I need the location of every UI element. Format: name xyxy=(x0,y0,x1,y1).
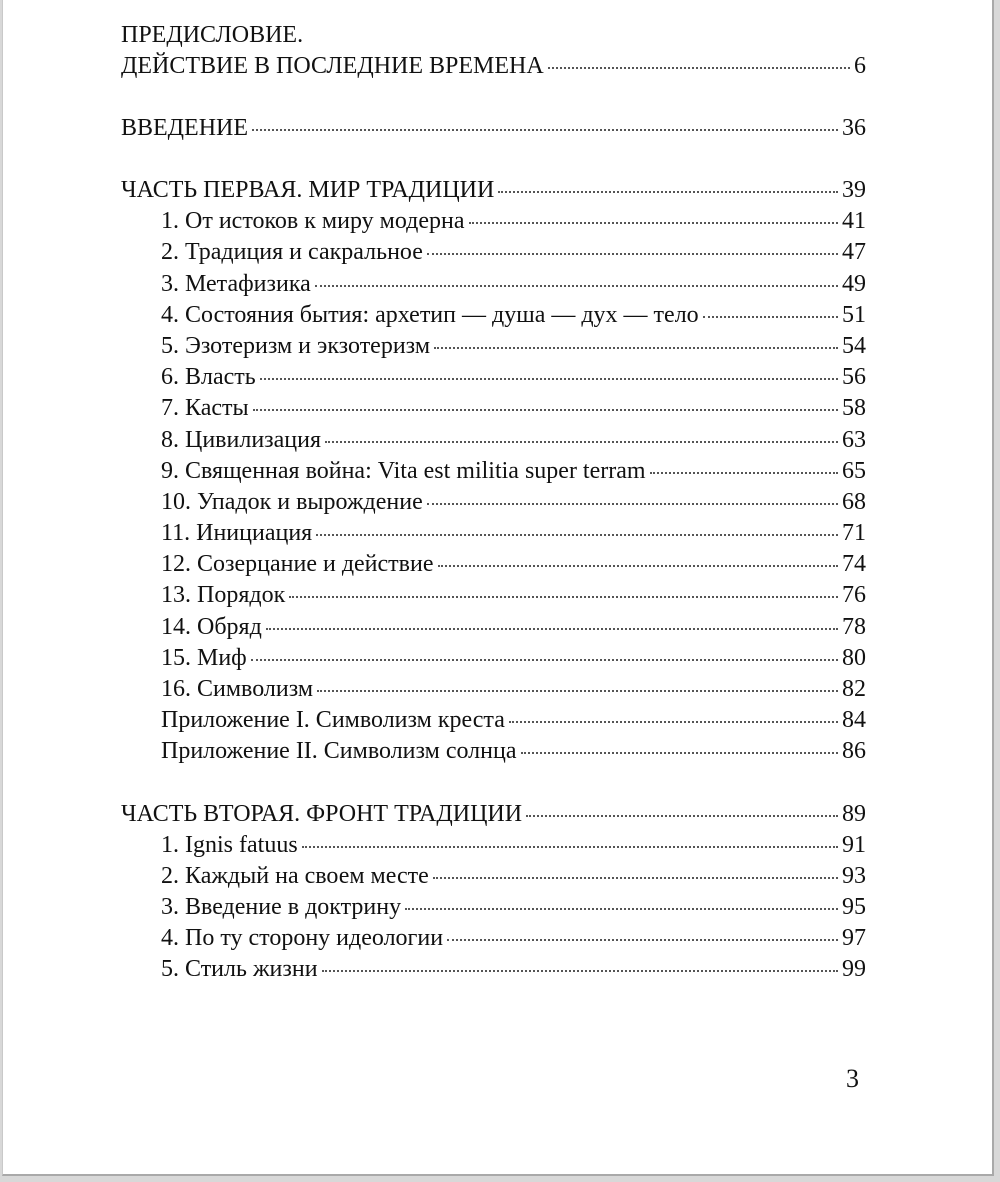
toc-entry-page: 58 xyxy=(842,395,866,422)
dot-leader xyxy=(252,129,838,131)
toc-entry xyxy=(121,393,866,424)
toc-entry xyxy=(121,456,866,487)
toc-entry-title: 14. Обряд xyxy=(161,613,262,640)
toc-entry-preface xyxy=(121,51,866,82)
toc-entry xyxy=(121,237,866,268)
toc-entry xyxy=(121,736,866,767)
dot-leader xyxy=(325,441,838,443)
toc-entry-page: 63 xyxy=(842,426,866,453)
dot-leader xyxy=(469,222,839,224)
toc-entry-page: 68 xyxy=(842,488,866,515)
toc-entry xyxy=(121,331,866,362)
toc-entry-page: 80 xyxy=(842,644,866,671)
toc-entry-title: 4. Состояния бытия: архетип — душа — дух — тело xyxy=(161,301,699,328)
toc-entry-title: 5. Эзотеризм и экзотеризм xyxy=(161,332,431,359)
dot-leader xyxy=(317,690,838,692)
toc-entry-title: 12. Созерцание и действие xyxy=(161,551,434,578)
toc-entry-title: 15. Миф xyxy=(161,644,247,671)
toc-entry-title: 11. Инициация xyxy=(161,520,313,547)
dot-leader xyxy=(405,908,838,910)
toc-entry-page: 82 xyxy=(842,676,866,702)
toc-entry-title: 3. Метафизика xyxy=(161,270,311,297)
toc-entry-page: 91 xyxy=(842,831,866,858)
toc-entry-page: 74 xyxy=(842,551,866,578)
toc-entry-title: 2. Традиция и сакральное xyxy=(161,239,423,266)
table-of-contents xyxy=(121,20,866,986)
toc-entry-title: 5. Стиль жизни xyxy=(161,956,318,983)
toc-part-title: ЧАСТЬ ВТОРАЯ. ФРОНТ ТРАДИЦИИ xyxy=(121,800,523,827)
toc-entry xyxy=(121,425,866,456)
toc-entry-title: 16. Символизм xyxy=(161,676,314,702)
toc-entry-page: 6 xyxy=(854,53,866,79)
dot-leader xyxy=(251,659,838,661)
toc-entry xyxy=(121,300,866,331)
toc-entry-intro xyxy=(121,113,866,144)
toc-entry-page: 56 xyxy=(842,364,866,391)
toc-entry xyxy=(121,580,866,611)
dot-leader xyxy=(498,191,838,193)
toc-part-title: ЧАСТЬ ПЕРВАЯ. МИР ТРАДИЦИИ xyxy=(121,177,495,204)
page-number: 3 xyxy=(846,1064,859,1093)
toc-entry-title: 1. Ignis fatuus xyxy=(161,831,298,858)
toc-entry xyxy=(121,923,866,954)
toc-entry-page: 78 xyxy=(842,613,866,640)
dot-leader xyxy=(703,316,838,318)
dot-leader xyxy=(427,503,838,505)
toc-entry-title: 13. Порядок xyxy=(161,582,286,609)
dot-leader xyxy=(438,565,839,567)
dot-leader xyxy=(316,534,838,536)
toc-entry xyxy=(121,487,866,518)
dot-leader xyxy=(434,347,838,349)
toc-entry xyxy=(121,954,866,985)
toc-entry-page: 71 xyxy=(842,520,866,547)
dot-leader xyxy=(650,472,838,474)
toc-entry-page: 49 xyxy=(842,270,866,297)
toc-entry-page: 99 xyxy=(842,956,866,983)
toc-entry-title: Приложение II. Символизм солнца xyxy=(161,738,517,765)
toc-entry-title: 3. Введение в доктрину xyxy=(161,893,402,920)
toc-entry xyxy=(121,892,866,923)
dot-leader xyxy=(266,628,838,630)
toc-entry-page: 54 xyxy=(842,332,866,359)
dot-leader xyxy=(509,721,838,723)
dot-leader xyxy=(315,285,838,287)
toc-entry xyxy=(121,206,866,237)
toc-entry-page: 95 xyxy=(842,893,866,920)
dot-leader xyxy=(260,378,838,380)
toc-entry-title: 4. По ту сторону идеологии xyxy=(161,925,444,952)
toc-entry-page: 84 xyxy=(842,707,866,734)
toc-entry xyxy=(121,861,866,892)
toc-entry-title: Приложение I. Символизм креста xyxy=(161,707,505,734)
toc-entry-page: 51 xyxy=(842,301,866,328)
toc-entry-title: 6. Власть xyxy=(161,364,256,391)
toc-entry xyxy=(121,612,866,643)
toc-entry-page: 93 xyxy=(842,862,866,889)
dot-leader xyxy=(289,596,838,598)
toc-entry xyxy=(121,643,866,674)
toc-entry xyxy=(121,518,866,549)
toc-entry-title: 7. Касты xyxy=(161,395,249,422)
toc-entry-title: 10. Упадок и вырождение xyxy=(161,488,423,515)
toc-entry-page: 76 xyxy=(842,582,866,609)
toc-entry-page: 97 xyxy=(842,925,866,952)
toc-part-two xyxy=(121,799,866,830)
toc-entry-page: 86 xyxy=(842,738,866,765)
preface-title: ПРЕДИСЛОВИЕ. xyxy=(121,22,304,48)
toc-part-page: 89 xyxy=(842,800,866,827)
dot-leader xyxy=(253,409,838,411)
toc-entry-title: 2. Каждый на своем месте xyxy=(161,862,429,889)
dot-leader xyxy=(427,253,838,255)
toc-entry-page: 36 xyxy=(842,115,866,142)
dot-leader xyxy=(302,846,838,848)
toc-entry-title: 9. Священная война: Vita est militia super terram xyxy=(161,457,646,484)
toc-entry xyxy=(121,705,866,736)
toc-part-one xyxy=(121,175,866,206)
toc-part-page: 39 xyxy=(842,177,866,204)
toc-entry-page: 65 xyxy=(842,457,866,484)
document-page xyxy=(2,0,994,1176)
dot-leader xyxy=(526,815,838,817)
toc-entry xyxy=(121,830,866,861)
dot-leader xyxy=(548,67,850,69)
toc-entry-title: 1. От истоков к миру модерна xyxy=(161,208,465,235)
dot-leader xyxy=(433,877,838,879)
toc-entry-page: 47 xyxy=(842,239,866,266)
toc-entry-title: ВВЕДЕНИЕ xyxy=(121,115,249,142)
toc-entry-title: 8. Цивилизация xyxy=(161,426,322,453)
toc-entry-page: 41 xyxy=(842,208,866,235)
toc-entry-title: ДЕЙСТВИЕ В ПОСЛЕДНИЕ ВРЕМЕНА xyxy=(121,53,544,79)
dot-leader xyxy=(322,970,838,972)
toc-entry xyxy=(121,674,866,705)
dot-leader xyxy=(521,752,839,754)
toc-entry xyxy=(121,269,866,300)
toc-entry xyxy=(121,362,866,393)
dot-leader xyxy=(447,939,838,941)
toc-entry xyxy=(121,549,866,580)
